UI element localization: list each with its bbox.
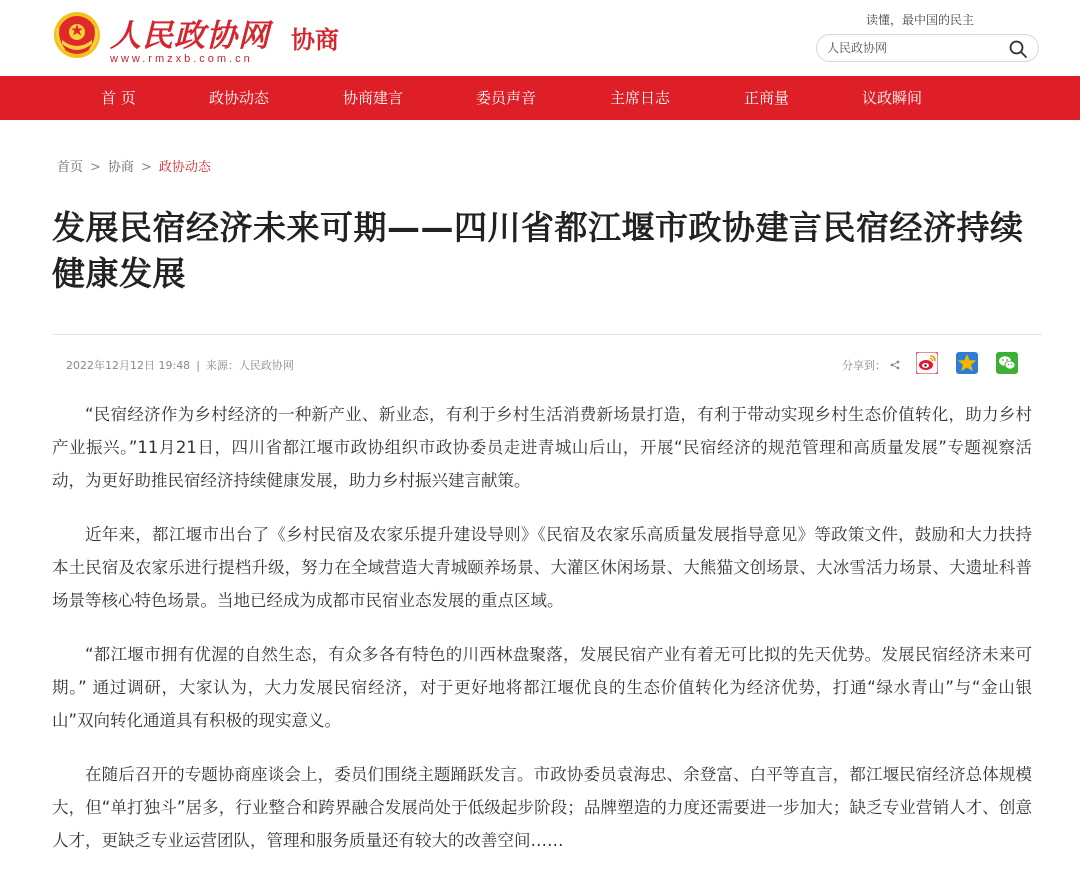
nav-item-chairman-diary[interactable]: 主席日志	[610, 89, 671, 107]
breadcrumb-separator: >	[140, 160, 152, 175]
search-icon[interactable]	[1008, 39, 1028, 59]
weibo-icon[interactable]	[916, 352, 938, 374]
logo-url-text: www.rmzxb.com.cn	[110, 53, 253, 65]
nav-item-home[interactable]: 首 页	[101, 89, 136, 107]
article-title: 发展民宿经济未来可期——四川省都江堰市政协建言民宿经济持续健康发展	[52, 208, 1024, 293]
nav-item-cppcc-news[interactable]: 政协动态	[209, 89, 270, 107]
breadcrumb-consultation[interactable]: 协商	[107, 160, 134, 175]
main-nav	[0, 76, 1080, 120]
site-logo[interactable]	[52, 8, 312, 68]
article-paragraph: “民宿经济作为乡村经济的一种新产业、新业态，有利于乡村生活消费新场景打造，有利于带动实现乡村生态价值转化，助力乡村产业振兴。”11月21日，四川省都江堰市政协组织市政协委员走进青城山后山，开展“民宿经济的规范管理和高质量发展”专题视察活动，为更好助推民宿经济持续健康发展，助力乡村振兴建言献策。	[52, 405, 1032, 490]
qzone-icon[interactable]	[956, 352, 978, 374]
article-meta	[66, 357, 294, 373]
nav-item-member-voices[interactable]: 委员声音	[476, 89, 537, 107]
share-label-text: 分享到：	[842, 359, 886, 372]
breadcrumb-separator: >	[90, 160, 101, 175]
breadcrumb-current[interactable]: 政协动态	[158, 160, 211, 175]
share-label	[842, 357, 900, 373]
article-body	[52, 398, 1032, 875]
breadcrumb-home[interactable]: 首页	[57, 160, 84, 175]
article-source: 来源：人民政协网	[205, 359, 294, 372]
site-slogan: 读懂，最中国的民主	[866, 13, 975, 27]
title-divider	[52, 334, 1042, 335]
cppcc-emblem-icon	[52, 10, 102, 60]
article-paragraph: “都江堰市拥有优渥的自然生态，有众多各有特色的川西林盘聚落，发展民宿产业有着无可比拟的先天优势。发展民宿经济未来可期。” 通过调研，大家认为，大力发展民宿经济，对于更好地将都江堰优良的生态价值转化为经济优势，打通“绿水青山”与“金山银山”双向转化通道具有积极的现实意义。	[52, 645, 1032, 730]
breadcrumb	[57, 156, 211, 175]
nav-item-discussing[interactable]: 正商量	[744, 89, 790, 107]
article-paragraph: 在随后召开的专题协商座谈会上，委员们围绕主题踊跃发言。市政协委员袁海忠、余登富、白平等直言，都江堰民宿经济总体规模大，但“单打独斗”居多，行业整合和跨界融合发展尚处于低级起步阶段；品牌塑造的力度还需要进一步加大；缺乏专业营销人才、创意人才，更缺乏专业运营团队，管理和服务质量还有较大的改善空间……	[52, 765, 1032, 850]
channel-name[interactable]: 协商	[291, 25, 339, 54]
share-icon	[890, 360, 900, 370]
article-paragraph: 近年来，都江堰市出台了《乡村民宿及农家乐提升建设导则》《民宿及农家乐高质量发展指导意见》等政策文件，鼓励和大力扶持本土民宿及农家乐进行提档升级，努力在全域营造大青城颐养场景、大灌区休闲场景、大熊猫文创场景、大冰雪活力场景、大遗址科普场景等核心特色场景。当地已经成为成都市民宿业态发展的重点区域。	[52, 525, 1032, 610]
search-box	[816, 34, 1039, 62]
logo-text: 人民政协网	[110, 18, 270, 54]
publish-date: 2022年12月12日 19:48	[66, 359, 191, 372]
wechat-icon[interactable]	[996, 352, 1018, 374]
search-input[interactable]	[827, 39, 997, 57]
meta-separator: |	[196, 359, 200, 372]
nav-item-moments[interactable]: 议政瞬间	[862, 89, 923, 107]
site-header	[0, 0, 1080, 76]
nav-item-consultation[interactable]: 协商建言	[343, 89, 404, 107]
